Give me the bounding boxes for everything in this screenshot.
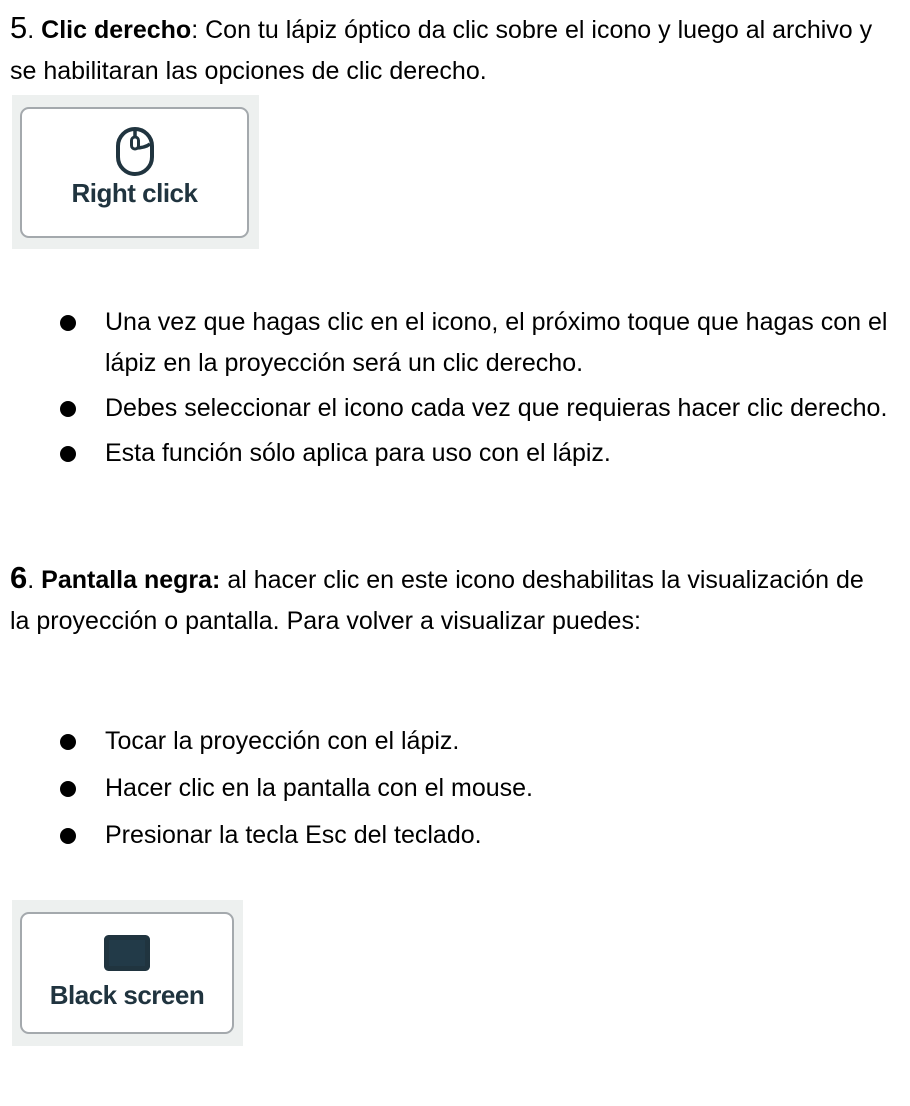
section-6-number: 6 [10,560,28,595]
list-item-text: Hacer clic en la pantalla con el mouse. [105,774,534,802]
bullet-dot [60,315,76,331]
list-item [0,433,910,474]
list-item [0,721,910,762]
section-6-title: Pantalla negra: [41,566,221,594]
bullet-dot [60,734,76,750]
section-5-bullet-list [0,302,910,474]
black-screen-button-image [12,900,243,1046]
screen-icon [103,934,151,972]
list-item-text: Una vez que hagas clic en el icono, el próximo toque que hagas con el lápiz en la proyección será un clic derecho. [105,308,888,377]
list-item [0,388,910,429]
section-5-paragraph [10,7,905,92]
section-5-period: . [27,16,35,44]
list-item-text: Tocar la proyección con el lápiz. [105,727,460,755]
section-6-paragraph [10,557,870,642]
section-6-text: al hacer clic en este icono deshabilitas la visualización de la proyección o pantalla. Para volver a visualizar puedes: [10,566,864,635]
list-item-text: Esta función sólo aplica para uso con el lápiz. [105,439,611,467]
bullet-dot [60,828,76,844]
list-item [0,815,910,856]
section-6-bullet-list [0,721,910,856]
section-5-text: : Con tu lápiz óptico da clic sobre el icono y luego al archivo y se habilitaran las opciones de clic derecho. [10,16,873,85]
bullet-dot [60,401,76,417]
right-click-button-image [12,95,259,249]
section-5-number: 5 [10,10,28,45]
list-item-text: Debes seleccionar el icono cada vez que requieras hacer clic derecho. [105,394,888,422]
list-item-text: Presionar la tecla Esc del teclado. [105,821,482,849]
bullet-dot [60,781,76,797]
right-click-label: Right click [71,178,198,208]
list-item [0,302,910,384]
black-screen-button[interactable] [20,912,234,1034]
section-5-title: Clic derecho [41,16,192,44]
list-item [0,768,910,809]
right-click-button[interactable] [20,107,249,238]
section-6-period: . [27,566,35,594]
bullet-dot [60,446,76,462]
black-screen-label: Black screen [49,980,205,1010]
mouse-icon [115,126,155,178]
